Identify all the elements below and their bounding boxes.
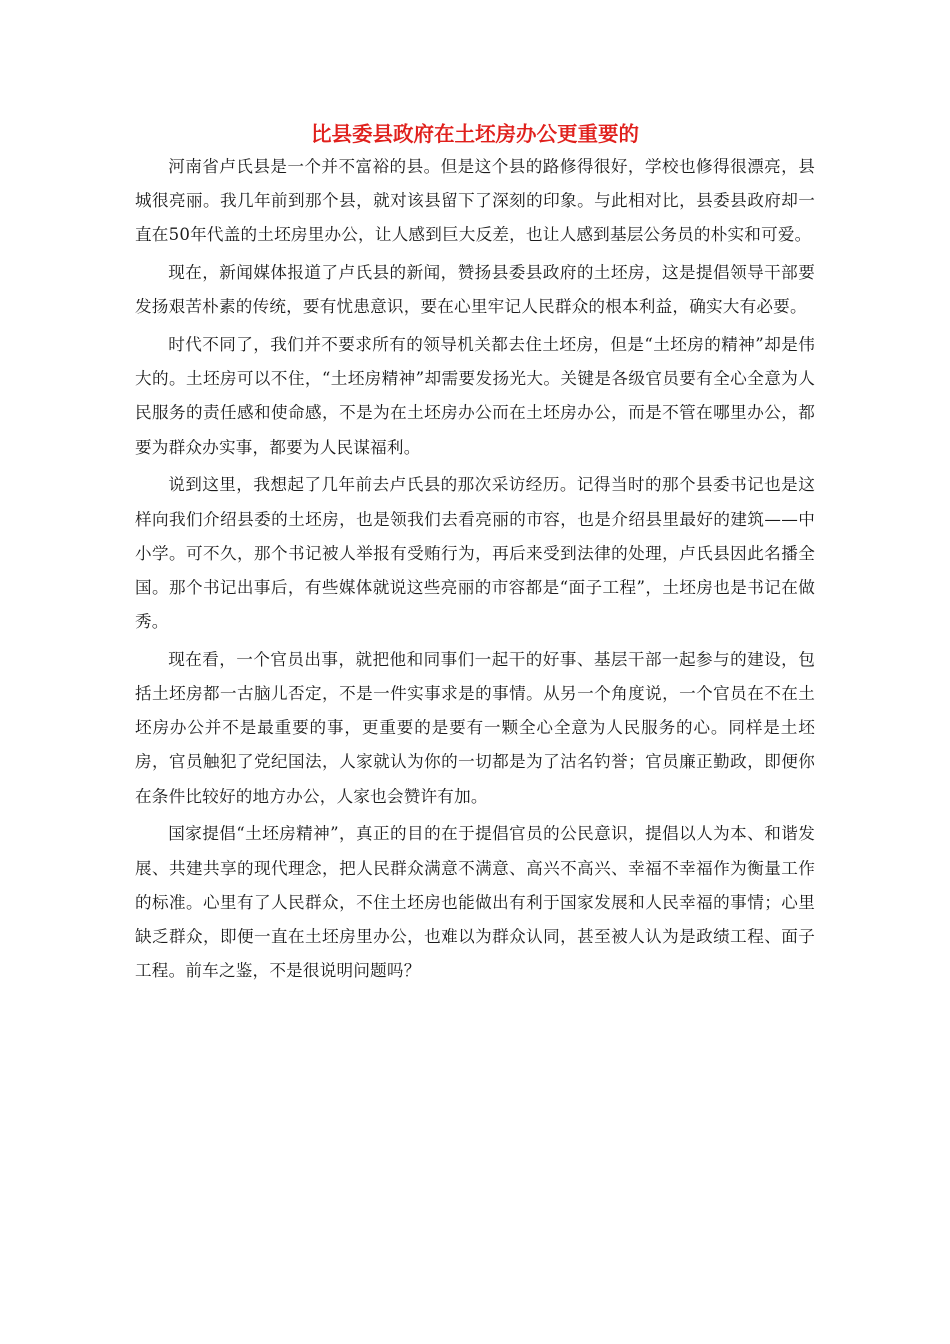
paragraph-2: 现在，新闻媒体报道了卢氏县的新闻，赞扬县委县政府的土坯房，这是提倡领导干部要发扬艰苦朴素的传统，要有忧患意识，要在心里牢记人民群众的根本利益，确实大有必要。 <box>135 263 815 317</box>
paragraph-5: 现在看，一个官员出事，就把他和同事们一起干的好事、基层干部一起参与的建设，包括土坯房都一古脑儿否定，不是一件实事求是的事情。从另一个角度说，一个官员在不在土坯房办公并不是最重要的事，更重要的是要有一颗全心全意为人民服务的心。同样是土坯房，官员触犯了党纪国法，人家就认为你的一切都是为了沽名钓誉；官员廉正勤政，即便你在条件比较好的地方办公，人家也会赞许有加。 <box>135 649 815 806</box>
paragraph-6: 国家提倡“土坯房精神”，真正的目的在于提倡官员的公民意识，提倡以人为本、和谐发展、共建共享的现代理念，把人民群众满意不满意、高兴不高兴、幸福不幸福作为衡量工作的标准。心里有了人民群众，不住土坯房也能做出有利于国家发展和人民幸福的事情；心里缺乏群众，即便一直在土坯房里办公，也难以为群众认同，甚至被人认为是政绩工程、面子工程。前车之鉴，不是很说明问题吗？ <box>135 824 815 981</box>
document-page <box>135 118 815 988</box>
paragraph-4: 说到这里，我想起了几年前去卢氏县的那次采访经历。记得当时的那个县委书记也是这样向我们介绍县委的土坯房，也是领我们去看亮丽的市容，也是介绍县里最好的建筑——中小学。可不久，那个书记被人举报有受贿行为，再后来受到法律的处理，卢氏县因此名播全国。那个书记出事后，有些媒体就说这些亮丽的市容都是“面子工程”，土坯房也是书记在做秀。 <box>135 475 815 632</box>
paragraph-3: 时代不同了，我们并不要求所有的领导机关都去住土坯房，但是“土坯房的精神”却是伟大的。土坯房可以不住，“土坯房精神”却需要发扬光大。关键是各级官员要有全心全意为人民服务的责任感和使命感，不是为在土坯房办公而在土坯房办公，而是不管在哪里办公，都要为群众办实事，都要为人民谋福利。 <box>135 335 815 457</box>
document-title: 比县委县政府在土坯房办公更重要的 <box>311 122 639 146</box>
paragraph-1: 河南省卢氏县是一个并不富裕的县。但是这个县的路修得很好，学校也修得很漂亮，县城很亮丽。我几年前到那个县，就对该县留下了深刻的印象。与此相对比，县委县政府却一直在50年代盖的土坯房里办公，让人感到巨大反差，也让人感到基层公务员的朴实和可爱。 <box>135 157 815 245</box>
